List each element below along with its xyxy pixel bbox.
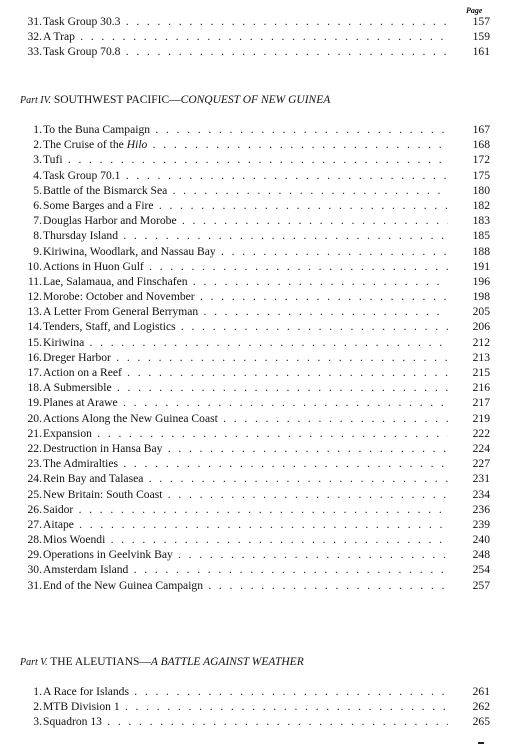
entry-title: Expansion . . .: [43, 426, 448, 441]
entry-number: 28.: [27, 533, 42, 547]
entry-title: A Trap . . .: [43, 29, 448, 44]
entry-title: A Submersible . . .: [43, 380, 448, 395]
entry-number: 14.: [27, 320, 42, 334]
toc-entry: [20, 532, 490, 547]
entry-page-number: 217: [472, 396, 490, 410]
entry-page-number: 213: [472, 350, 490, 364]
entry-page-number: 224: [472, 441, 490, 455]
entry-title: Kiriwina . . .: [43, 335, 448, 350]
entry-page-number: 172: [472, 153, 490, 167]
entry-title: Planes at Arawe . . .: [43, 395, 448, 410]
entry-page-number: 188: [472, 244, 490, 258]
entry-number: 8.: [33, 229, 42, 243]
entry-title: Dreger Harbor . . .: [43, 350, 448, 365]
entry-number: 21.: [27, 426, 42, 440]
toc-entry: [20, 471, 490, 486]
entry-title: Aitape . . .: [43, 517, 448, 532]
entry-page-number: 168: [472, 138, 490, 152]
entry-title: The Cruise of the Hilo . . .: [43, 137, 448, 152]
entry-page-number: 180: [472, 183, 490, 197]
toc-entry: [20, 380, 490, 395]
entry-number: 7.: [33, 214, 42, 228]
entry-title: Douglas Harbor and Morobe . . .: [43, 213, 448, 228]
entry-title: Actions in Huon Gulf . . .: [43, 259, 448, 274]
entry-title: New Britain: South Coast . . .: [43, 487, 448, 502]
entry-page-number: 185: [472, 229, 490, 243]
toc-entry: [20, 152, 490, 167]
entry-number: 19.: [27, 396, 42, 410]
toc-entry: [20, 335, 490, 350]
toc-entry: [20, 319, 490, 334]
entry-title: Saidor . . .: [43, 502, 448, 517]
entry-number: 6.: [33, 198, 42, 212]
entry-page-number: 157: [472, 15, 490, 28]
entry-number: 29.: [27, 548, 42, 562]
entry-page-number: 239: [472, 517, 490, 531]
entry-page-number: 198: [472, 290, 490, 304]
part-subtitle: CONQUEST OF NEW GUINEA: [180, 94, 331, 106]
ship-name: Hilo: [126, 138, 148, 152]
toc-entry: [20, 304, 490, 319]
entry-number: 25.: [27, 487, 42, 501]
part-5-entries: [20, 684, 490, 730]
toc-entry: [20, 274, 490, 289]
entry-number: 2.: [33, 138, 42, 152]
entry-title: Operations in Geelvink Bay . . .: [43, 547, 448, 562]
entry-page-number: 254: [472, 563, 490, 577]
entry-title: Some Barges and a Fire . . .: [43, 198, 448, 213]
toc-entry: [20, 289, 490, 304]
entry-title: Task Group 30.3 . . .: [43, 14, 448, 29]
entry-number: 10.: [27, 259, 42, 273]
entry-page-number: 167: [472, 123, 490, 136]
page-mark: [478, 742, 484, 744]
toc-entry: [20, 502, 490, 517]
toc-entry: [20, 714, 490, 729]
toc-entry: [20, 198, 490, 213]
entry-page-number: 240: [472, 533, 490, 547]
toc-entry: [20, 684, 490, 699]
entry-number: 16.: [27, 350, 42, 364]
entry-number: 23.: [27, 457, 42, 471]
part-dash: —: [139, 656, 151, 668]
entry-title: Rein Bay and Talasea . . .: [43, 471, 448, 486]
toc-entry: [20, 228, 490, 243]
entry-number: 32.: [27, 30, 42, 44]
entry-number: 3.: [33, 715, 42, 729]
entry-page-number: 261: [472, 685, 490, 698]
toc-entry: [20, 213, 490, 228]
entry-title: A Letter From General Berryman . . .: [43, 304, 448, 319]
entry-title: Actions Along the New Guinea Coast . . .: [43, 411, 448, 426]
entry-title: Lae, Salamaua, and Finschafen . . .: [43, 274, 448, 289]
entry-number: 33.: [27, 45, 42, 59]
entry-title: Task Group 70.1 . . .: [43, 168, 448, 183]
entry-title: Morobe: October and November . . .: [43, 289, 448, 304]
entry-title: Thursday Island . . .: [43, 228, 448, 243]
toc-entry: [20, 137, 490, 152]
entry-number: 9.: [33, 244, 42, 258]
entry-page-number: 231: [472, 472, 490, 486]
toc-entry: [20, 350, 490, 365]
toc-entry: [20, 456, 490, 471]
toc-entry: [20, 699, 490, 714]
entry-title: Tufi . . .: [43, 152, 448, 167]
part-label: Part V.: [20, 657, 48, 668]
entry-number: 30.: [27, 563, 42, 577]
toc-entry: [20, 411, 490, 426]
part-subtitle: A BATTLE AGAINST WEATHER: [150, 656, 304, 668]
entry-page-number: 191: [472, 259, 490, 273]
entry-number: 1.: [33, 123, 42, 136]
part-name: THE ALEUTIANS: [50, 656, 140, 668]
toc-entry: [20, 426, 490, 441]
entry-page-number: 205: [472, 305, 490, 319]
entry-number: 27.: [27, 517, 42, 531]
entry-title: Battle of the Bismarck Sea . . .: [43, 183, 448, 198]
entry-page-number: 161: [472, 45, 490, 59]
entry-number: 1.: [33, 685, 42, 698]
toc-entry: [20, 562, 490, 577]
toc-entry: [20, 14, 490, 29]
entry-number: 17.: [27, 366, 42, 379]
part-dash: —: [169, 94, 181, 106]
entry-page-number: 248: [472, 548, 490, 562]
entry-page-number: 234: [472, 487, 490, 501]
toc-entry: [20, 517, 490, 532]
toc-entry: [20, 365, 490, 380]
toc-entry: [20, 29, 490, 44]
entry-title: To the Buna Campaign . . .: [43, 122, 448, 137]
entry-number: 12.: [27, 290, 42, 304]
part-name: SOUTHWEST PACIFIC: [53, 94, 170, 106]
part-heading: [20, 654, 490, 670]
entry-number: 4.: [33, 168, 42, 182]
entry-number: 18.: [27, 381, 42, 395]
entry-title: MTB Division 1 . . .: [43, 699, 448, 714]
entry-title: Squadron 13 . . .: [43, 714, 448, 729]
entry-number: 31.: [27, 15, 42, 28]
toc-entry: [20, 183, 490, 198]
entry-page-number: 206: [472, 320, 490, 334]
entry-title: Destruction in Hansa Bay . . .: [43, 441, 448, 456]
entry-page-number: 175: [472, 168, 490, 182]
toc-entry: [20, 44, 490, 59]
entry-number: 11.: [27, 274, 42, 288]
entry-title: Action on a Reef . . .: [43, 365, 448, 380]
part-heading: [20, 92, 490, 108]
toc-entry: [20, 487, 490, 502]
entry-page-number: 216: [472, 381, 490, 395]
entry-page-number: 215: [472, 366, 490, 379]
part-4-entries: [20, 122, 490, 593]
entry-page-number: 183: [472, 214, 490, 228]
toc-entry: [20, 441, 490, 456]
entry-page-number: 265: [472, 715, 490, 729]
entry-number: 22.: [27, 441, 42, 455]
part-label: Part IV.: [20, 95, 51, 106]
entry-title: Task Group 70.8 . . .: [43, 44, 448, 59]
toc-entry: [20, 578, 490, 593]
entry-page-number: 222: [472, 426, 490, 440]
entry-title: A Race for Islands . . .: [43, 684, 448, 699]
entry-page-number: 257: [472, 578, 490, 592]
part-5-section: [20, 654, 490, 730]
entry-number: 5.: [33, 183, 42, 197]
entry-title: Amsterdam Island . . .: [43, 562, 448, 577]
entry-page-number: 212: [472, 335, 490, 349]
entry-page-number: 219: [472, 411, 490, 425]
page-column-label: Page: [466, 6, 483, 15]
toc-entry: [20, 547, 490, 562]
entry-title: Kiriwina, Woodlark, and Nassau Bay . . .: [43, 244, 448, 259]
entry-number: 26.: [27, 502, 42, 516]
toc-entry: [20, 244, 490, 259]
toc-entry: [20, 395, 490, 410]
entry-number: 15.: [27, 335, 42, 349]
entry-title: Tenders, Staff, and Logistics . . .: [43, 319, 448, 334]
entry-page-number: 227: [472, 457, 490, 471]
entry-number: 24.: [27, 472, 42, 486]
entry-number: 13.: [27, 305, 42, 319]
part-4-section: [20, 92, 490, 593]
toc-entry: [20, 168, 490, 183]
entry-number: 31.: [27, 578, 42, 592]
entry-page-number: 196: [472, 274, 490, 288]
entry-page-number: 262: [472, 700, 490, 714]
entry-number: 3.: [33, 153, 42, 167]
entry-page-number: 159: [472, 30, 490, 44]
entry-title: Mios Woendi . . .: [43, 532, 448, 547]
entry-title: The Admiralties . . .: [43, 456, 448, 471]
entry-number: 2.: [33, 700, 42, 714]
entry-title: End of the New Guinea Campaign . . .: [43, 578, 448, 593]
entry-page-number: 236: [472, 502, 490, 516]
toc-entry: [20, 122, 490, 137]
section-top-entries: [20, 14, 490, 60]
toc-entry: [20, 259, 490, 274]
entry-number: 20.: [27, 411, 42, 425]
entry-page-number: 182: [472, 198, 490, 212]
